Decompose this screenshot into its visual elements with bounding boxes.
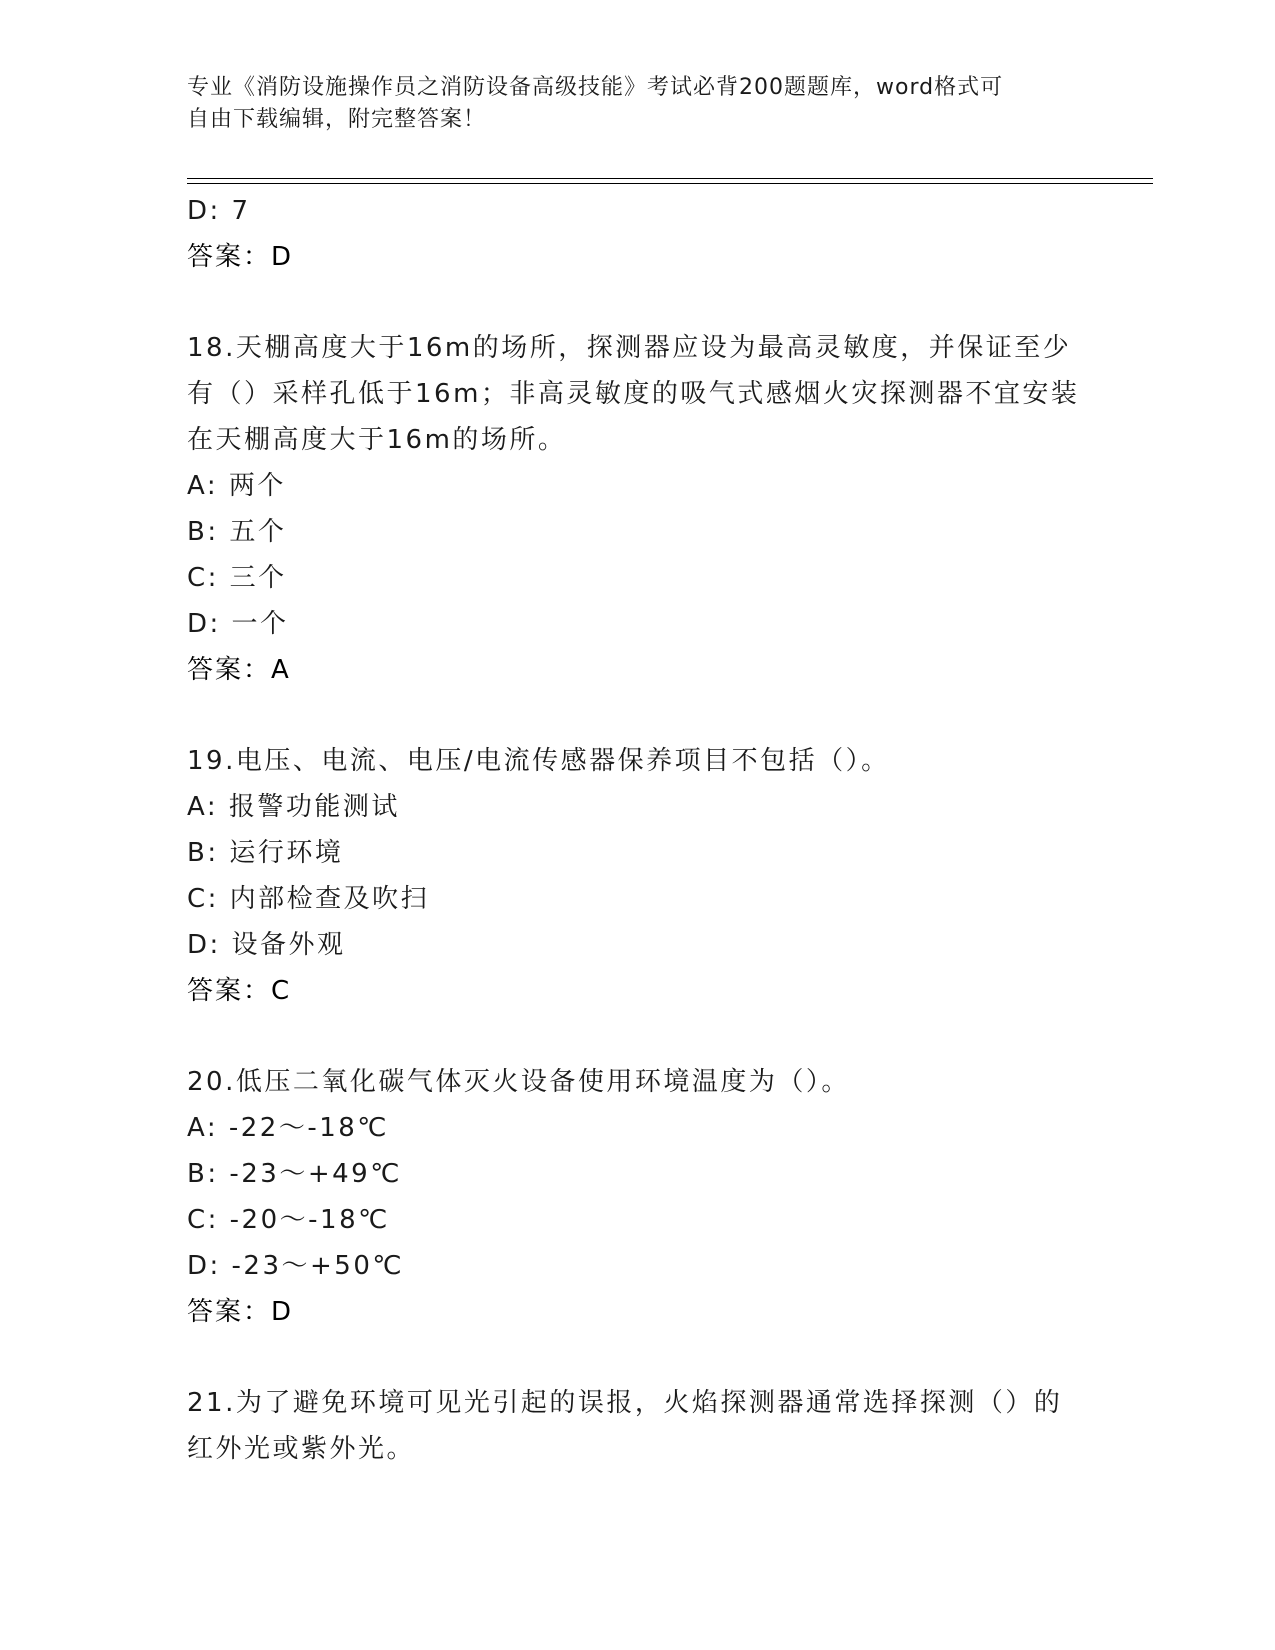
option-d: D: -23～+50℃ — [187, 1251, 405, 1281]
question-text-line: 红外光或紫外光。 — [187, 1434, 416, 1464]
option-c: C: 三个 — [187, 563, 287, 593]
spacer — [187, 693, 1087, 738]
question-20 — [187, 1059, 1087, 1335]
document-body — [187, 188, 1087, 1472]
option-d: D: 一个 — [187, 609, 289, 639]
answer-line: 答案：D — [187, 1297, 294, 1327]
spacer — [187, 1335, 1087, 1380]
question-text-line: 19.电压、电流、电压/电流传感器保养项目不包括（）。 — [187, 746, 890, 776]
question-18 — [187, 325, 1087, 693]
option-a: A: 报警功能测试 — [187, 792, 400, 822]
option-c: C: 内部检查及吹扫 — [187, 884, 430, 914]
answer-line: 答案：C — [187, 976, 292, 1006]
question-text-line: 有（）采样孔低于16m；非高灵敏度的吸气式感烟火灾探测器不宜安装 — [187, 379, 1080, 409]
option-d: D: 设备外观 — [187, 930, 346, 960]
header-rule-top — [187, 178, 1153, 179]
spacer — [187, 1014, 1087, 1059]
header-line-1: 专业《消防设施操作员之消防设备高级技能》考试必背200题题库，word格式可 — [187, 75, 1004, 100]
spacer — [187, 280, 1087, 325]
option-b: B: 五个 — [187, 517, 287, 547]
document-header — [187, 72, 1087, 136]
question-text-line: 在天棚高度大于16m的场所。 — [187, 425, 567, 455]
option-b: B: 运行环境 — [187, 838, 344, 868]
option-d: D: 7 — [187, 196, 251, 226]
question-text-line: 20.低压二氧化碳气体灭火设备使用环境温度为（）。 — [187, 1067, 850, 1097]
question-21 — [187, 1380, 1087, 1472]
option-b: B: -23～+49℃ — [187, 1159, 402, 1189]
question-17-tail — [187, 188, 1087, 280]
answer-line: 答案：A — [187, 655, 291, 685]
header-rule-bottom — [187, 183, 1153, 184]
answer-line: 答案：D — [187, 242, 294, 272]
option-a: A: -22～-18℃ — [187, 1113, 389, 1143]
option-c: C: -20～-18℃ — [187, 1205, 390, 1235]
question-text-line: 21.为了避免环境可见光引起的误报，火焰探测器通常选择探测（）的 — [187, 1388, 1063, 1418]
option-a: A: 两个 — [187, 471, 286, 501]
header-line-2: 自由下载编辑，附完整答案！ — [187, 107, 487, 132]
question-19 — [187, 738, 1087, 1014]
question-text-line: 18.天棚高度大于16m的场所，探测器应设为最高灵敏度，并保证至少 — [187, 333, 1072, 363]
